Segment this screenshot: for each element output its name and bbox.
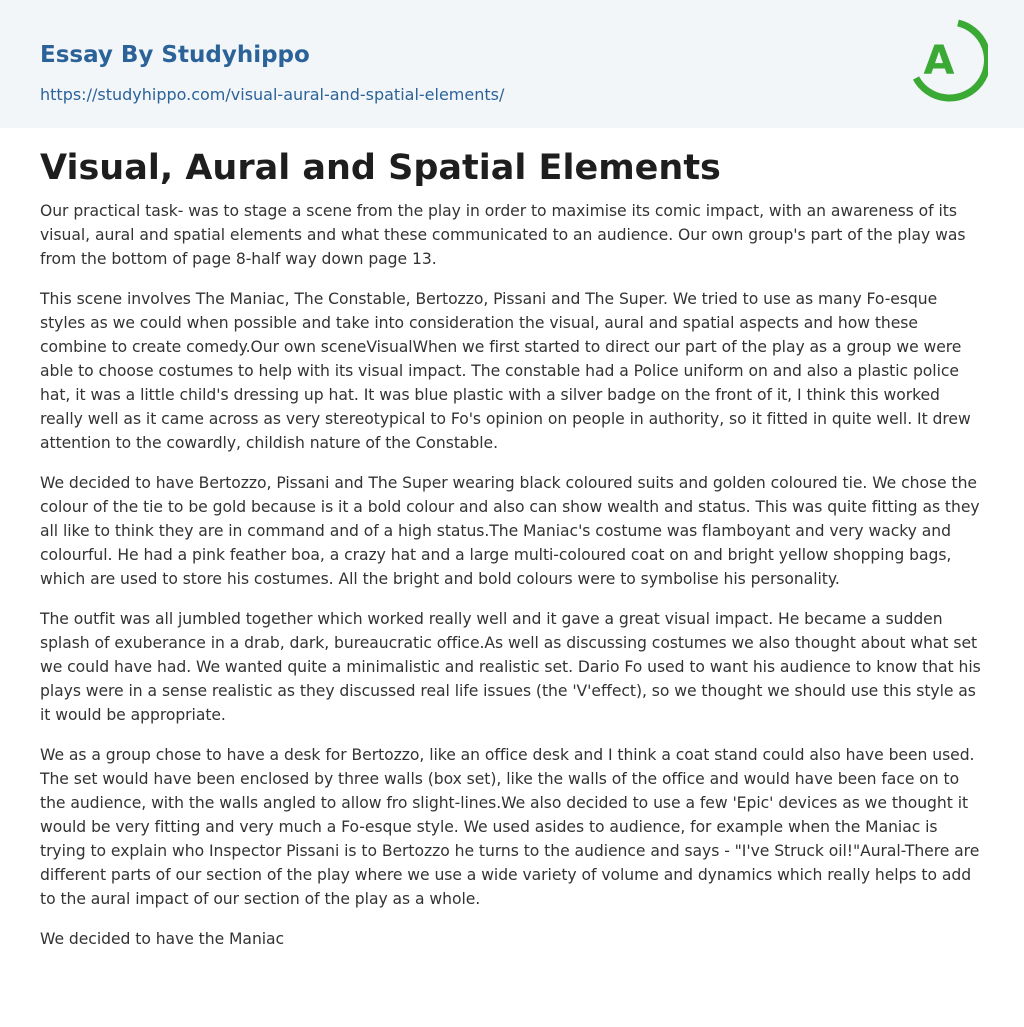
brand-title[interactable]: Essay By Studyhippo xyxy=(40,42,310,68)
essay-paragraph-5: We as a group chose to have a desk for Bertozzo, like an office desk and I think a coat stand could also have been used. The set would have been enclosed by three walls (box set), like the walls of the office and would have been face on to the audience, with the walls angled to allow fro slight-lines.We also decided to use a few 'Epic' devices as we thought it would be very fitting and very much a Fo-esque style. We used asides to audience, for example when the Maniac is trying to explain who Inspector Pissani is to Bertozzo he turns to the audience and says - "I've Struck oil!"Aural-There are different parts of our section of the play where we use a wide variety of volume and dynamics which really helps to add to the aural impact of our section of the play as a whole. xyxy=(40,746,980,908)
essay-paragraph-1: Our practical task- was to stage a scene from the play in order to maximise its comic impact, with an awareness of its visual, aural and spatial elements and what these communicated to an audience. Our own group's part of the play was from the bottom of page 8-half way down page 13. xyxy=(40,202,966,268)
essay-paragraph-4: The outfit was all jumbled together which worked really well and it gave a great visual impact. He became a sudden splash of exuberance in a drab, dark, bureaucratic office.As well as discussing costumes we also thought about what set we could have had. We wanted quite a minimalistic and realistic set. Dario Fo used to want his audience to know that his plays were in a sense realistic as they discussed real life issues (the 'V'effect), so we thought we should use this style as it would be appropriate. xyxy=(40,610,981,724)
page-title: Visual, Aural and Spatial Elements xyxy=(40,148,721,188)
source-url-link[interactable]: https://studyhippo.com/visual-aural-and-spatial-elements/ xyxy=(40,85,505,104)
essay-paragraph-3: We decided to have Bertozzo, Pissani and The Super wearing black coloured suits and golden coloured tie. We chose the colour of the tie to be gold because is it a bold colour and also can show wealth and status. This was quite fitting as they all like to think they are in command and of a high status.The Maniac's costume was flamboyant and very wacky and colourful. He had a pink feather boa, a crazy hat and a large multi-coloured coat on and bright yellow shopping bags, which are used to store his costumes. All the bright and bold colours were to symbolise his personality. xyxy=(40,474,980,588)
studyhippo-logo-icon[interactable] xyxy=(908,18,988,106)
site-header xyxy=(0,0,1024,128)
essay-paragraph-2: This scene involves The Maniac, The Constable, Bertozzo, Pissani and The Super. We tried to use as many Fo-esque styles as we could when possible and take into consideration the visual, aural and spatial aspects and how these combine to create comedy.Our own sceneVisualWhen we first started to direct our part of the play as a group we were able to choose costumes to help with its visual impact. The constable had a Police uniform on and also a plastic police hat, it was a little child's dressing up hat. It was blue plastic with a silver badge on the front of it, I think this worked really well as it came across as very stereotypical to Fo's opinion on people in authority, so it fitted in quite well. It drew attention to the cowardly, childish nature of the Constable. xyxy=(40,290,971,452)
essay-paragraph-6: We decided to have the Maniac xyxy=(40,930,285,948)
logo-letter: A xyxy=(923,38,955,84)
